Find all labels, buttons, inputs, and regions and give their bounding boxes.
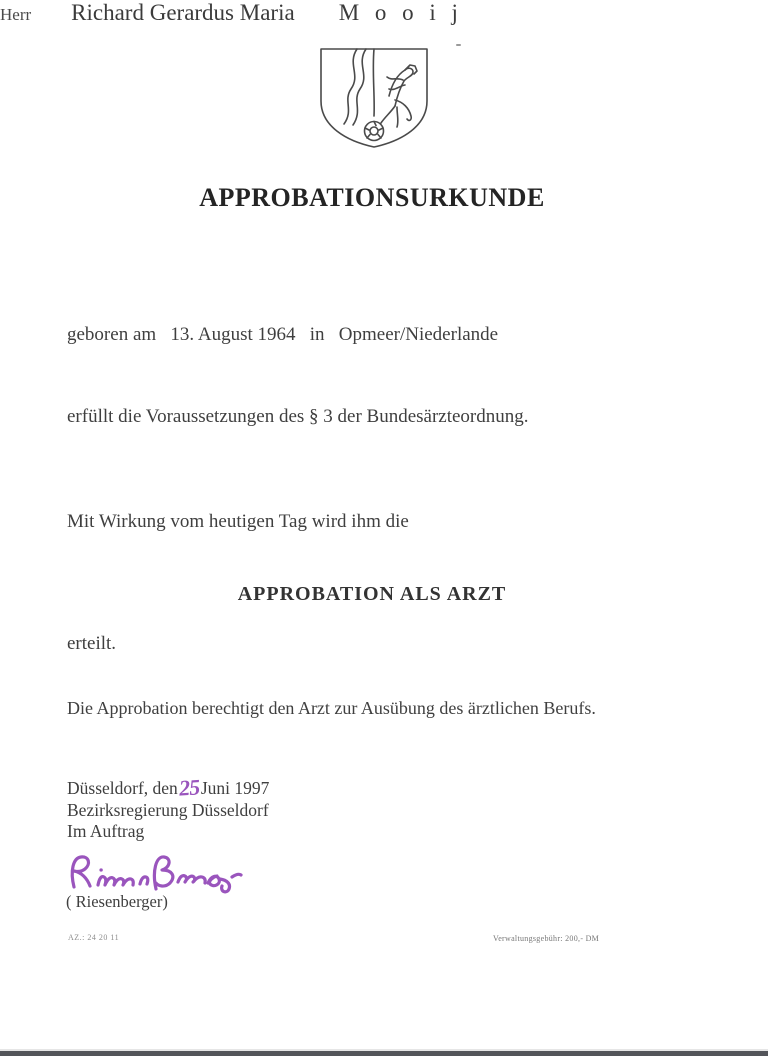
recipient-given-names: Richard Gerardus Maria xyxy=(71,0,295,25)
file-number: AZ.: 24 20 11 xyxy=(68,933,120,942)
scan-speck xyxy=(456,44,461,46)
place-date-line xyxy=(67,776,269,800)
date-suffix: Juni 1997 xyxy=(200,778,270,798)
recipient-line xyxy=(0,0,768,26)
granted-line: erteilt. xyxy=(67,633,117,654)
recipient-family-name: M o o i j xyxy=(338,0,463,25)
authority-line: Bezirksregierung Düsseldorf xyxy=(67,799,269,820)
grant-heading: APPROBATION ALS ARZT xyxy=(237,583,507,605)
fee-note: Verwaltungsgebühr: 200,- DM xyxy=(493,934,600,943)
certificate-title: APPROBATIONSURKUNDE xyxy=(199,183,545,212)
salutation: Herr xyxy=(0,5,32,24)
entitlement-line: Die Approbation berechtigt den Arzt zur Ausübung des ärztlichen Berufs. xyxy=(67,698,596,718)
place-date-prefix: Düsseldorf, den xyxy=(67,778,178,798)
by-order-line: Im Auftrag xyxy=(67,821,145,841)
signature-printed-name: ( Riesenberger) xyxy=(66,892,168,911)
scan-edge-dark xyxy=(0,1051,768,1056)
handwritten-day: 25 xyxy=(178,774,200,801)
requirements-line: erfüllt die Voraussetzungen des § 3 der Bundesärzteordnung. xyxy=(67,406,529,427)
birth-line: geboren am 13. August 1964 in Opmeer/Niederlande xyxy=(67,324,499,345)
closing-block xyxy=(67,776,269,843)
effect-line: Mit Wirkung vom heutigen Tag wird ihm die xyxy=(67,511,409,532)
nrw-coat-of-arms-icon xyxy=(313,44,435,152)
